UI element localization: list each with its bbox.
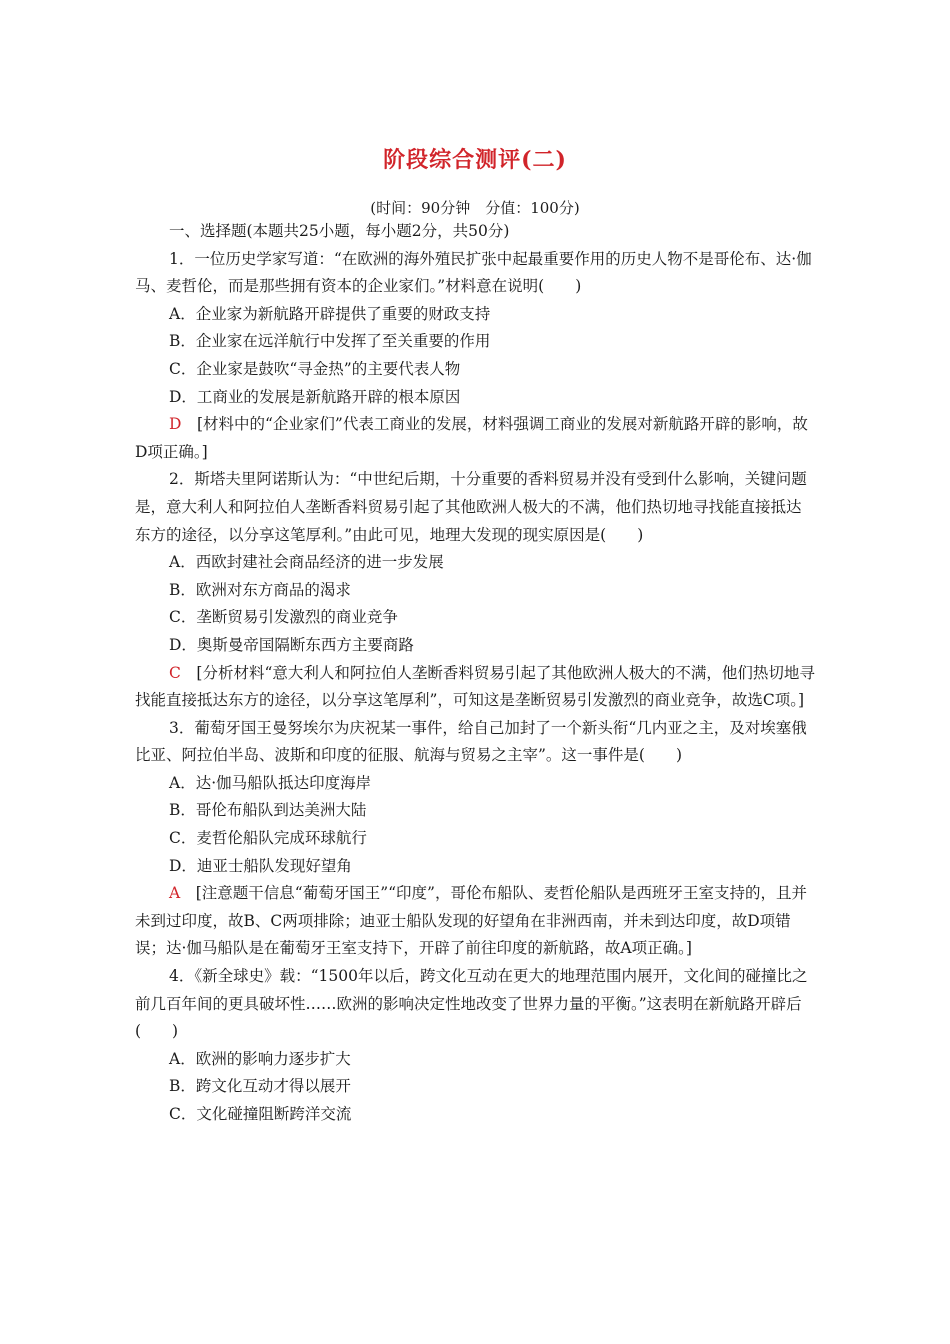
question-4-option-c: C．文化碰撞阻断跨洋交流 — [169, 1105, 352, 1123]
question-3-stem: 3．葡萄牙国王曼努埃尔为庆祝某一事件，给自己加封了一个新头衔“几内亚之主，及对埃塞俄比亚、阿拉伯半岛、波斯和印度的征服、航海与贸易之主宰”。这一事件是( ) — [135, 718, 807, 765]
question-1-option-c: C．企业家是鼓吹“寻金热”的主要代表人物 — [169, 359, 461, 378]
question-2-option-a: A．西欧封建社会商品经济的进一步发展 — [169, 553, 444, 572]
question-1-stem: 1．一位历史学家写道：“在欧洲的海外殖民扩张中起最重要作用的历史人物不是哥伦布、达·伽马、麦哲伦，而是那些拥有资本的企业家们。”材料意在说明( ) — [135, 249, 812, 296]
question-1-option-d: D．工商业的发展是新航路开辟的根本原因 — [169, 387, 461, 406]
question-3-option-c: C．麦哲伦船队完成环球航行 — [169, 829, 367, 848]
question-2-option-b: B．欧洲对东方商品的渴求 — [169, 580, 351, 599]
question-4-option-a: A．欧洲的影响力逐步扩大 — [169, 1049, 351, 1068]
question-3-option-b: B．哥伦布船队到达美洲大陆 — [169, 801, 367, 820]
question-3-explain-text: [注意题干信息“葡萄牙国王”“印度”，哥伦布船队、麦哲伦船队是西班牙王室支持的，且并未到过印度，故B、C两项排除；迪亚士船队发现的好望角在非洲西南，并未到达印度，故D项错误；达·伽马船队是在葡萄牙王室支持下，开辟了前往印度的新航路，故A项正确。] — [135, 884, 807, 958]
question-2-stem: 2．斯塔夫里阿诺斯认为：“中世纪后期，十分重要的香料贸易并没有受到什么影响，关键问题是，意大利人和阿拉伯人垄断香料贸易引起了其他欧洲人极大的不满，他们热切地寻找能直接抵达东方的途径，以分享这笔厚利。”由此可见，地理大发现的现实原因是( ) — [135, 470, 807, 544]
question-2-explain-text: [分析材料“意大利人和阿拉伯人垄断香料贸易引起了其他欧洲人极大的不满，他们热切地寻找能直接抵达东方的途径，以分享这笔厚利”，可知这是垄断贸易引发激烈的商业竞争，故选C项。] — [135, 663, 815, 710]
exam-meta: (时间：90分钟 分值：100分) — [370, 199, 580, 217]
question-content — [135, 218, 815, 1129]
question-2-explanation — [135, 660, 815, 715]
question-1-explanation — [135, 411, 815, 466]
question-2-answer: C — [169, 663, 181, 682]
question-3-option-d: D．迪亚士船队发现好望角 — [169, 856, 352, 875]
section-heading: 一、选择题(本题共25小题，每小题2分，共50分) — [169, 222, 510, 240]
question-4-option-b: B．跨文化互动才得以展开 — [169, 1077, 351, 1096]
question-1-option-b: B．企业家在远洋航行中发挥了至关重要的作用 — [169, 332, 491, 351]
question-1-answer: D — [169, 415, 182, 434]
question-1-explain-text: [材料中的“企业家们”代表工商业的发展，材料强调工商业的发展对新航路开辟的影响，故D项正确。] — [135, 415, 808, 461]
page-title: 阶段综合测评(二) — [383, 147, 567, 173]
question-3-answer: A — [169, 884, 181, 903]
question-3-explanation — [135, 880, 815, 963]
question-1-option-a: A．企业家为新航路开辟提供了重要的财政支持 — [169, 304, 491, 323]
question-2-option-d: D．奥斯曼帝国隔断东西方主要商路 — [169, 635, 414, 654]
question-2-option-c: C．垄断贸易引发激烈的商业竞争 — [169, 608, 398, 627]
question-3-option-a: A．达·伽马船队抵达印度海岸 — [169, 773, 372, 792]
question-4-stem: 4．《新全球史》载：“1500年以后，跨文化互动在更大的地理范围内展开，文化间的碰撞比之前几百年间的更具破坏性……欧洲的影响决定性地改变了世界力量的平衡。”这表明在新航路开辟后( ) — [135, 967, 808, 1041]
